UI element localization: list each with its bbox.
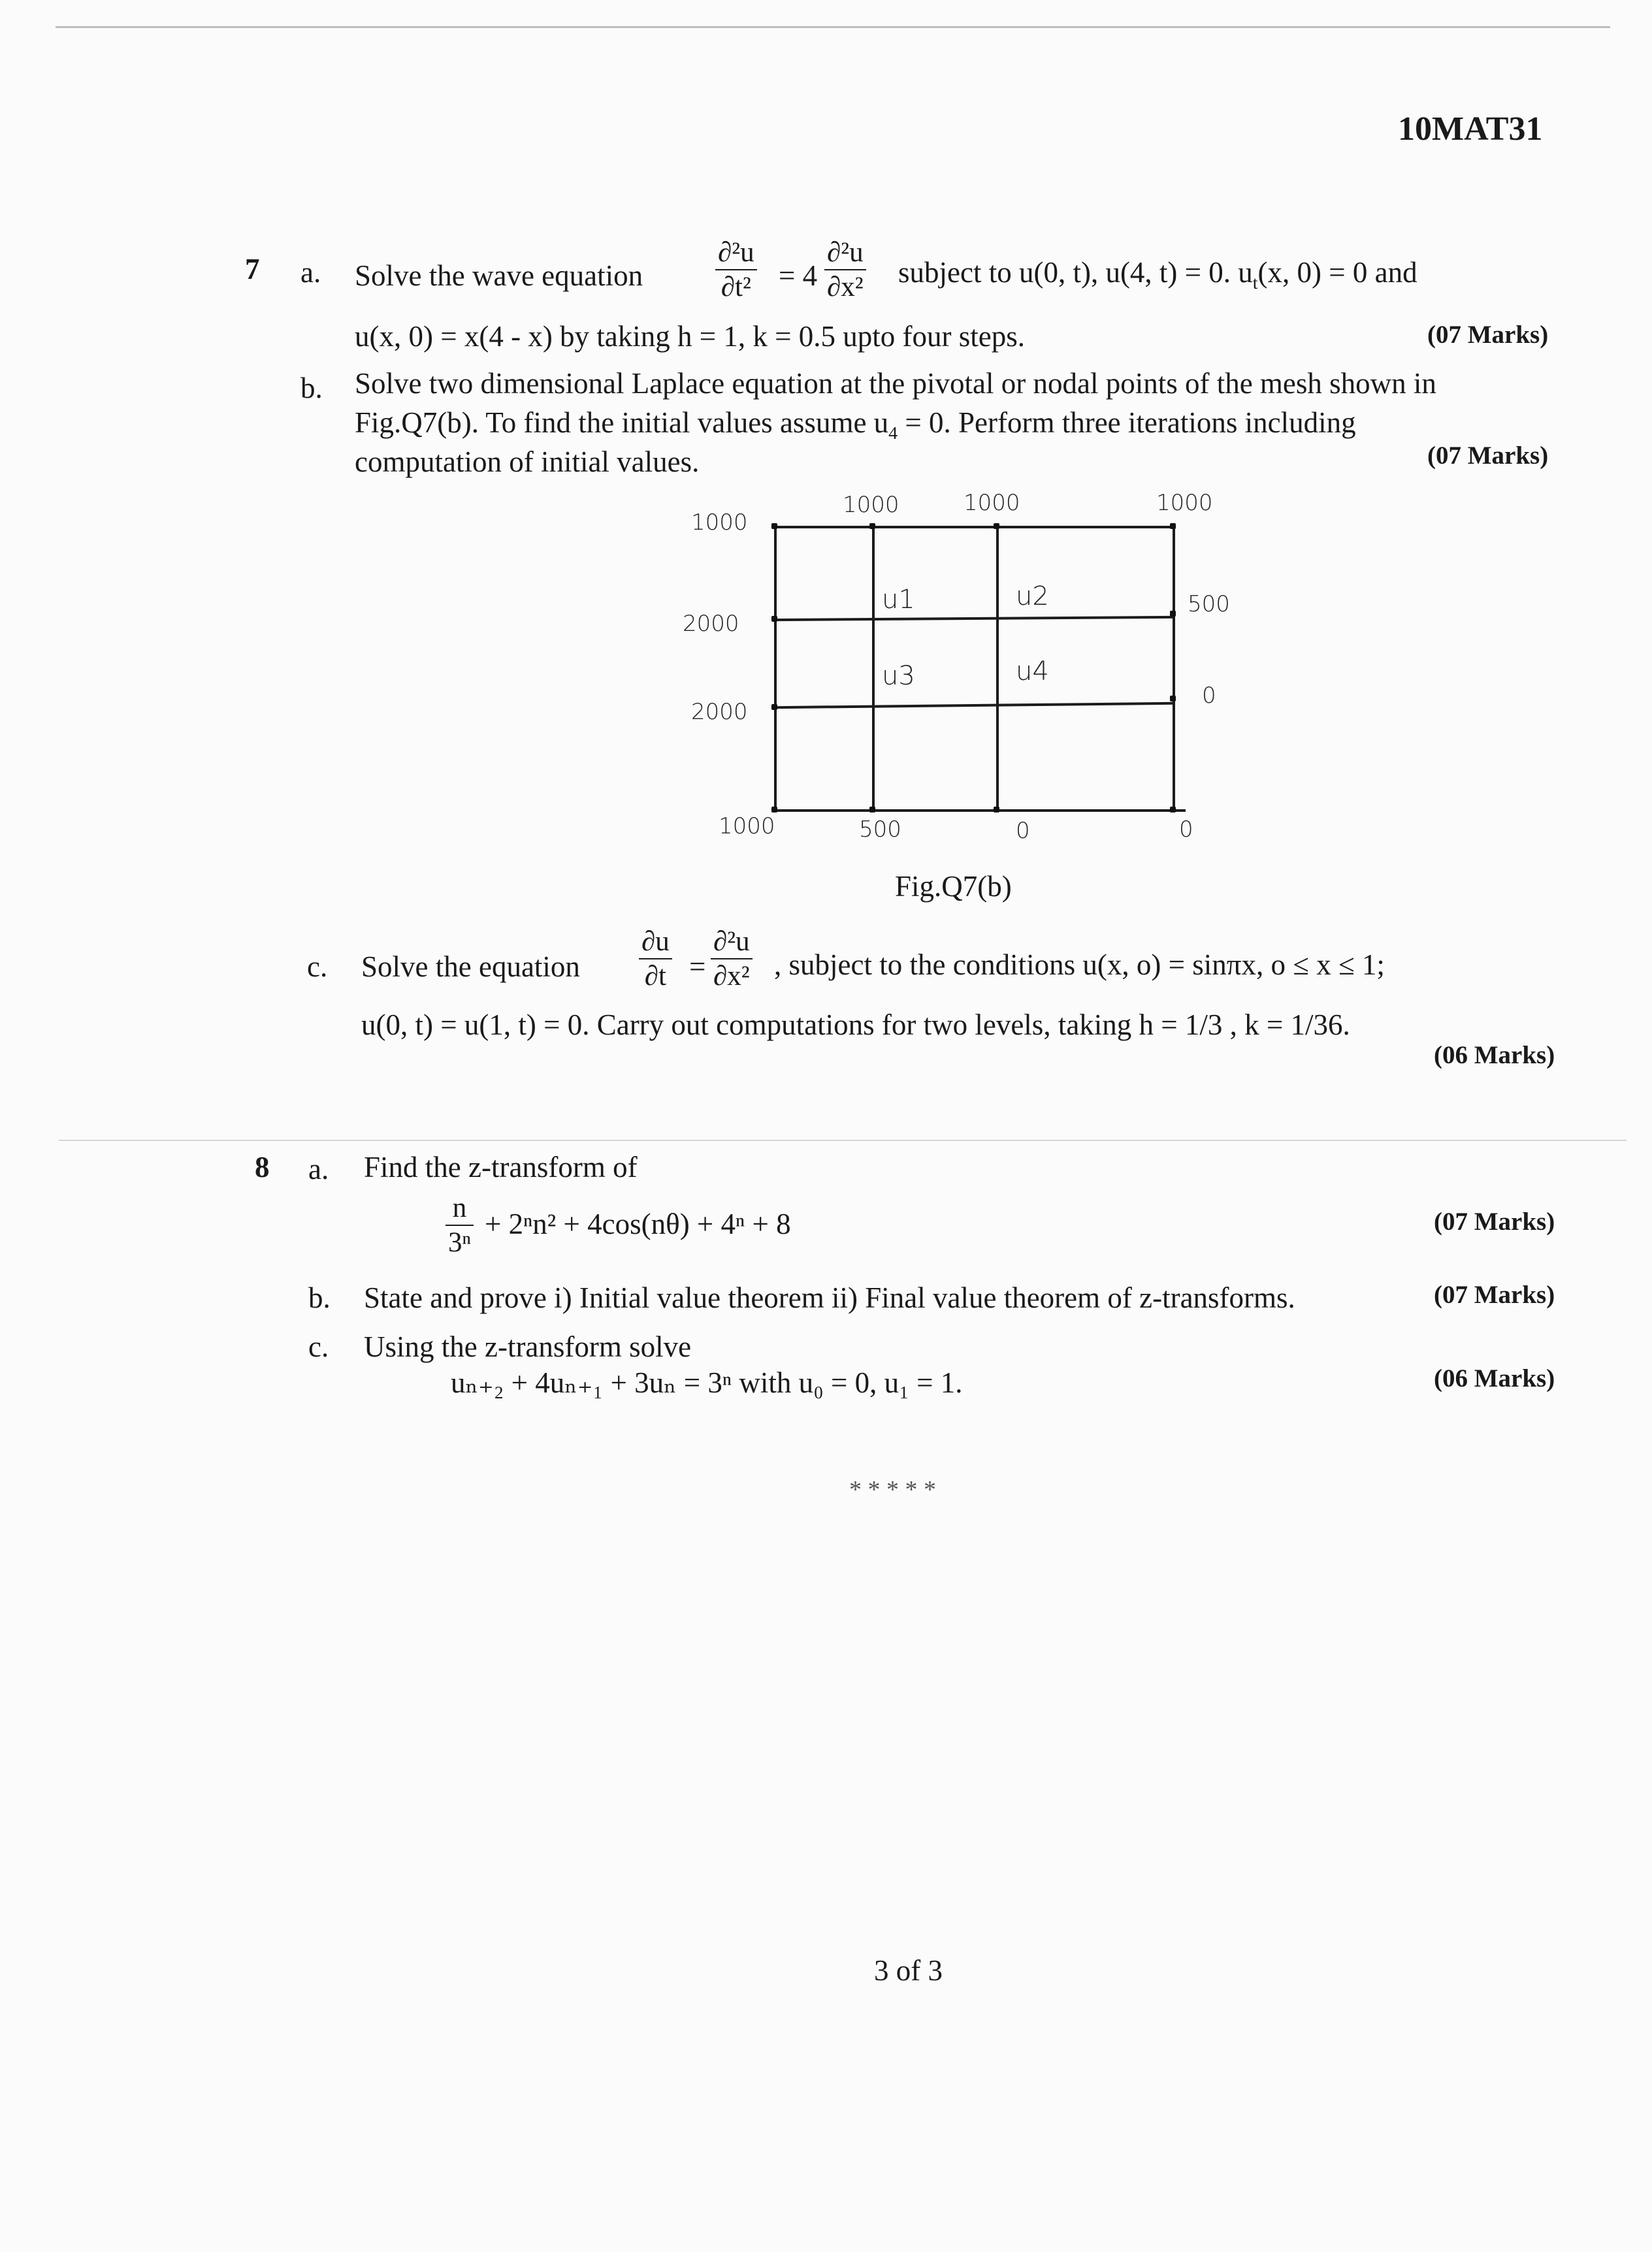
mesh-node — [1170, 523, 1176, 529]
mesh-node — [771, 807, 777, 812]
q7a-label: a. — [300, 256, 321, 289]
q8b-text: State and prove i) Initial value theorem ii) Final value theorem of z-transforms. — [364, 1281, 1295, 1314]
q7b-marks: (07 Marks) — [1427, 442, 1549, 470]
q7c-lhs-den: ∂t — [644, 961, 666, 991]
mesh-row-line-2 — [774, 702, 1174, 709]
q7a-conditions: subject to u(0, t), u(4, t) = 0. $u_t(x$, 0) = 0 and — [898, 256, 1417, 293]
mesh-node — [1170, 611, 1176, 617]
q7c-lhs-fraction — [639, 927, 672, 990]
mesh-row-line-1 — [774, 616, 1174, 621]
mesh-bottom-edge — [774, 809, 1186, 812]
mesh-col-line-1 — [872, 526, 875, 812]
q7b-label: b. — [300, 372, 323, 404]
q8a-marks: (07 Marks) — [1434, 1208, 1555, 1236]
q8c-text: Using the z-transform solve — [364, 1330, 692, 1363]
q7c-rhs-den: ∂x² — [713, 961, 750, 991]
q7c-rhs-fraction — [711, 927, 753, 990]
mesh-node-u1: u1 — [882, 585, 915, 615]
q8a-label: a. — [308, 1153, 329, 1185]
mesh-top-value-2: 1000 — [964, 490, 1020, 516]
end-stars: * * * * * — [849, 1476, 936, 1504]
q7c-label: c. — [307, 950, 328, 983]
q7b-line1: Solve two dimensional Laplace equation at the pivotal or nodal points of the mesh shown in — [355, 367, 1436, 400]
q7c-text: Solve the equation — [361, 950, 580, 983]
mesh-col-line-2 — [996, 526, 999, 812]
top-rule — [56, 26, 1610, 28]
q7c-equals: = — [689, 950, 706, 983]
mesh-node — [771, 704, 777, 710]
mesh-bottom-value-1: 500 — [859, 816, 901, 843]
q7a-lhs-den: ∂t² — [721, 272, 751, 302]
q7a-lhs-fraction — [715, 238, 757, 301]
q8c-equation: uₙ₊₂ + 4uₙ₊₁ + 3uₙ = 3ⁿ with u₀ = 0, u₁ = 1. — [451, 1366, 963, 1399]
q8a-expression: + 2ⁿn² + 4cos(nθ) + 4ⁿ + 8 — [485, 1208, 791, 1240]
mesh-node — [1170, 696, 1176, 701]
q7a-marks: (07 Marks) — [1427, 321, 1549, 349]
mesh-bottom-left-value: 1000 — [719, 813, 775, 839]
q7a-line2: u(x, 0) = x(4 - x) by taking h = 1, k = 0.5 upto four steps. — [355, 320, 1026, 353]
q8c-label: c. — [308, 1330, 329, 1363]
q7a-rhs-fraction — [824, 238, 866, 301]
q7a-lhs-num: ∂²u — [718, 237, 754, 268]
paper-code: 10MAT31 — [1398, 110, 1543, 148]
q7a-rhs-den: ∂x² — [827, 272, 864, 302]
mesh-node-u4: u4 — [1016, 656, 1049, 686]
q8a-text: Find the z-transform of — [364, 1151, 638, 1183]
mesh-node — [869, 807, 875, 812]
mesh-top-edge — [774, 526, 1174, 528]
mesh-node — [1170, 807, 1176, 812]
mesh-left-value-2: 2000 — [691, 699, 748, 725]
mesh-right-value-1: 500 — [1188, 591, 1230, 617]
mesh-node-u2: u2 — [1016, 581, 1049, 611]
mesh-left-edge — [774, 526, 777, 812]
q7-number: 7 — [245, 253, 260, 285]
mesh-bottom-value-3: 0 — [1179, 816, 1193, 843]
q8b-marks: (07 Marks) — [1434, 1281, 1555, 1309]
q8a-frac-num: n — [452, 1193, 467, 1223]
q7b-line2: Fig.Q7(b). To find the initial values assume $u_4 = 0$. Perform three iterations including — [355, 406, 1356, 443]
mesh-node — [771, 616, 777, 622]
page-number: 3 of 3 — [874, 1954, 943, 1987]
q7b-line3: computation of initial values. — [355, 445, 700, 478]
q7a-rhs-num: ∂²u — [827, 237, 864, 268]
mesh-node — [994, 523, 999, 529]
page-fold — [59, 1140, 1627, 1141]
q7c-rhs-num: ∂²u — [713, 926, 750, 957]
mesh-left-value-1: 2000 — [683, 611, 739, 637]
mesh-right-value-2: 0 — [1202, 683, 1216, 709]
q7c-line2: u(0, t) = u(1, t) = 0. Carry out computations for two levels, taking h = 1/3 , k = 1/36. — [361, 1008, 1350, 1041]
mesh-node — [771, 523, 777, 529]
q7c-lhs-num: ∂u — [641, 926, 670, 957]
q8b-label: b. — [308, 1281, 331, 1314]
mesh-bottom-value-2: 0 — [1016, 818, 1030, 844]
mesh-node — [994, 807, 999, 812]
q8c-marks: (06 Marks) — [1434, 1364, 1555, 1392]
mesh-node-u3: u3 — [882, 661, 915, 691]
figure-caption: Fig.Q7(b) — [895, 870, 1012, 903]
q8-number: 8 — [255, 1151, 270, 1183]
q7a-equals: = 4 — [779, 259, 818, 292]
q8a-fraction — [445, 1194, 474, 1257]
mesh-top-value-3: 1000 — [1156, 490, 1213, 516]
q7c-conditions: , subject to the conditions u(x, o) = sinπx, o ≤ x ≤ 1; — [774, 948, 1385, 981]
mesh-right-edge — [1173, 526, 1175, 812]
mesh-node — [869, 523, 875, 529]
mesh-top-left-value: 1000 — [691, 509, 748, 536]
q8a-frac-den: 3ⁿ — [448, 1227, 472, 1258]
mesh-top-value-1: 1000 — [843, 492, 899, 518]
q7c-marks: (06 Marks) — [1434, 1041, 1555, 1069]
q7a-text: Solve the wave equation — [355, 259, 643, 292]
